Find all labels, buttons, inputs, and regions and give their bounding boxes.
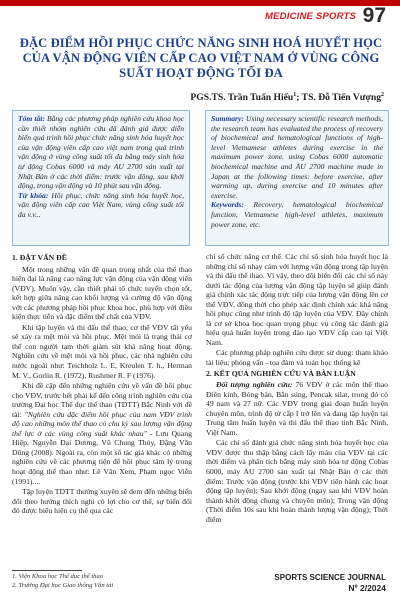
keywords-vi-text: Hồi phục, chức năng sinh hóa huyết học, vận động viên cấp cao Việt Nam, vùng công suất tối đa v.v... xyxy=(18,190,184,219)
journal-name: SPORTS SCIENCE JOURNAL xyxy=(274,573,386,582)
abstract-english xyxy=(205,110,389,246)
author-2-mark: 2 xyxy=(381,92,384,98)
section-2-heading: 2. KẾT QUẢ NGHIÊN CỨU VÀ BÀN LUẬN xyxy=(206,368,356,378)
footnotes xyxy=(12,573,113,590)
abstract-en-label: Summary: xyxy=(211,114,244,123)
paragraph-8: Các chỉ số đánh giá chức năng sinh hóa huyết học của VĐV được thu thập bằng cách lấy máu của VĐV tại các thời điểm và phân tích bằng máy sinh hóa tự động Cobas 6000, máy AU 2700 sản xuất tại Nhật Bản ở các thời điểm: Trước vận động (trước khi VĐV tiến hành các hoạt động tập luyện); Sau khởi động (ngay sau khi VĐV hoàn thành khởi động chung và chuyên môn); Trong vận động (Thời điểm 10s sau khi hoàn thành lượng vận động); Thời điểm xyxy=(206,438,388,524)
paragraph-7-text: 76 VĐV ở các môn thể thao Điền kinh, Bóng bàn, Bắn súng, Pencak silat, trong đó có 49 nam và 27 nữ. Các VĐV trong giai đoạn huấn luyện chuyên môn, trình độ từ cấp I trở lên và đang tập luyện tại Trung tâm huấn luyện và thi đấu thể thao tỉnh Bắc Ninh, Việt Nam. xyxy=(206,380,388,437)
paragraph-3 xyxy=(12,381,192,486)
author-1: PGS.TS. Trần Tuấn Hiếu xyxy=(190,92,294,104)
journal-footer xyxy=(274,572,386,594)
body-column-left xyxy=(12,252,192,517)
keywords-vi-label: Từ khóa: xyxy=(18,190,49,200)
author-1-mark: 1 xyxy=(293,92,297,98)
footnote-1: 1. Viện Khoa học Thể dục thể thao xyxy=(12,573,104,580)
abstract-vi-text: Bằng các phương pháp nghiên cứu khoa học cần thiết nhóm nghiên cứu đã đánh giá được diễn biến quá trình hồi phục chức năng sinh hóa huyết học của vận động viên cấp cao việt nam trong quá trình vận động ở vùng công suất tối đa bằng máy sinh hóa tự động Cobas 6000 và máy AU 2700 sản xuất tại Nhật Bản ở các thời điểm: trước vận động, sau khởi động, trong vận động và 10 phút sau vận động. xyxy=(18,114,184,191)
footnote-2: 2. Trường Đại học Giao thông Vận tải xyxy=(12,581,114,589)
article-title: ĐẶC ĐIỂM HỒI PHỤC CHỨC NĂNG SINH HOÁ HUYẾT HỌC CỦA VẬN ĐỘNG VIÊN CẤP CAO VIỆT NAM Ở VÙNG CÔNG SUẤT HOẠT ĐỘNG TỐI ĐA xyxy=(19,36,383,80)
paragraph-3-b: - Lưu Quang Hiệp, Nguyễn Đại Dương, Vũ Chung Thủy, Đặng Văn Dũng (2008). Ngoài ra, còn một số tác giả khác có những nghiên cứu về các phương tiện để hồi phục tâm lý trong hoạt động thể thao như: Lê Văn Xem, Phạm ngọc Viễn (1991).... xyxy=(12,428,192,486)
footnote-divider xyxy=(12,570,82,571)
header-band xyxy=(0,0,400,6)
paragraph-5: chỉ số chức năng cơ thể. Các chỉ số sinh hóa huyết học là những chỉ số nhạy cảm với lượng vận động trong tập luyện và thi đấu thể thao. Vì vậy, theo dõi biến đổi các chỉ số này dưới tác động của lượng vận động tập luyện sẽ giúp đánh giá chính xác tác động trực tiếp của lượng vận động lên cơ thể VĐV, đồng thời cho phép xác định chính xác khả năng hồi phục cũng như trình độ tập luyện của VĐV. Đây chính là cơ sở khoa học quan trọng phục vụ công tác đánh giá hiệu quả huấn luyện trong đào tạo VĐV cấp cao tại Việt Nam. xyxy=(206,252,388,347)
paragraph-7 xyxy=(206,380,388,437)
abstract-vi-label: Tóm tắt: xyxy=(18,114,45,123)
section-1-heading: 1. ĐẶT VẤN ĐỀ xyxy=(12,253,67,262)
abstract-vietnamese xyxy=(12,110,190,246)
author-line xyxy=(190,92,384,103)
paragraph-3-a: Khi đề cập đến những nghiên cứu về vấn đề hồi phục cho VĐV, trước hết phải kể đến công trình nghiên cứu của trường Đại học Thể dục thể thao (TDTT) Bắc Ninh với đề tài: xyxy=(12,381,192,419)
paragraph-7-lead: Đối tượng nghiên cứu: xyxy=(216,380,293,390)
paragraph-6: Các phương pháp nghiên cứu được sử dụng: tham khảo tài liệu; phỏng vấn - tọa đàm và toán học thống kê xyxy=(206,348,388,368)
abstract-en-text: Using necessary scientific research methods, the research team has evaluated the process of recovery of biochemical and hematological functions of high-level Vietnamese athletes during exercise in the maximum power zone. using Cobas 6000 automatic biochemical machine and AU 2700 machine made in Japan at the following times: before exercise, after warming up, during exercise and 10 minutes after exercise. xyxy=(211,114,383,200)
body-column-right xyxy=(206,252,388,525)
paragraph-1: Một trong những vấn đề quan trọng nhất của thể thao hiện đại là nâng cao năng lực vận động của vận động viên (VĐV). Muốn vậy, cần thiết phải tổ chức tuyển chọn tốt, kết hợp giữa nâng cao khối lượng và cường độ vận động với các phương pháp hồi phục khoa học, phù hợp với điều kiện thực tiễn và đặc điểm thể chất của VĐV. xyxy=(12,264,192,322)
journal-issue: Nº 2/2024 xyxy=(348,583,386,593)
section-title: MEDICINE SPORTS xyxy=(265,11,356,22)
author-2: TS. Đỗ Tiến Vượng xyxy=(301,92,381,104)
author-separator: ; xyxy=(296,92,302,104)
paragraph-2: Khi tập luyện và thi đấu thể thao, cơ thể VĐV tất yếu sẽ xảy ra mệt mỏi và hồi phục. Mệt mỏi là trạng thái cơ thể con người tạm thời giảm sút khả năng hoạt động. Nghiên cứu về mệt mỏi và hồi phục, các nhà nghiên cứu nước ngoài như: Teichholz L. E, Kreulen T. h., Herman M. V., Gorlin R. (1972), Rushmer R. F (1976). xyxy=(12,322,192,380)
keywords-en-label: Keywords: xyxy=(211,200,244,210)
paragraph-3-quote: "Nghiên cứu đặc điểm hồi phục của nam VĐV trình độ cao những môn thể thao có chu kỳ sau lượng vận động thể lực ở các vùng công suất khác nhau" xyxy=(12,409,192,438)
page-number: 97 xyxy=(362,4,386,27)
paragraph-4: Tập luyện TDTT thường xuyên sẽ đem đến những biến đổi theo hướng thích nghi có lợi cho cơ thể, sự biến đổi đó được biểu hiện cụ thể qua các xyxy=(12,487,192,516)
keywords-en-text: Recovery, hematological biochemical function, Vietnamese high-level athletes, maximum power zone, etc. xyxy=(211,200,383,229)
